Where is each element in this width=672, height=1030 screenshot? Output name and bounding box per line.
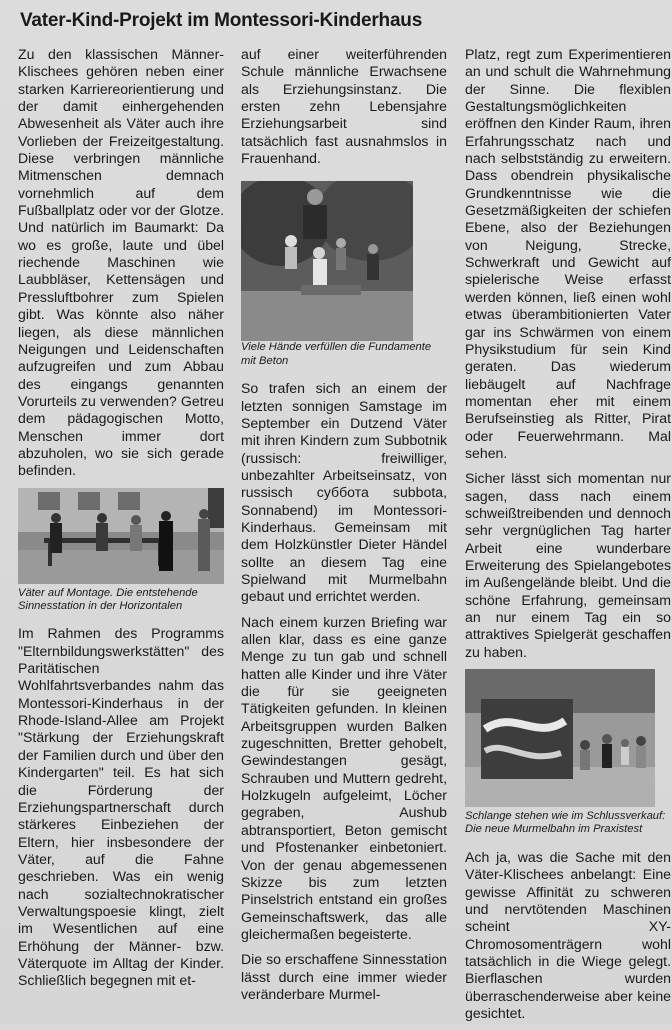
- photo-marble-run: [465, 669, 671, 807]
- column-3: [465, 46, 671, 1030]
- photo-caption: Schlange stehen wie im Schlussverkauf: Die neue Murmelbahn im Praxistest: [465, 810, 666, 836]
- photo-caption: Väter auf Montage. Die entstehende Sinnesstation in der Horizontalen: [18, 586, 198, 612]
- paragraph: auf einer weiterführenden Schule männliche Erwachsene als Erziehungsinstanz. Die ersten zehn Lebensjahre Erziehungsarbeit sind tatsächlich fast ausnahmslos in Frauenhand.: [241, 46, 447, 167]
- column-2: [241, 46, 447, 1011]
- photo-caption: Viele Hände verfüllen die Fundamente mit Beton: [241, 341, 432, 367]
- paragraph: So trafen sich an einem der letzten sonnigen Samstage im September ein Dutzend Väter mit ihren Kindern zum Subbotnik (russisch: freiwilliger, unbezahlter Arbeitseinsatz, von russisch суббота subbota, Sonnabend) im Montessori-Kinderhaus. Gemeinsam mit dem Holzkünstler Dieter Händel sollte an diesem Tag eine Spielwand mit Murmelbahn gebaut und errichtet werden.: [241, 380, 447, 605]
- photo-children-concrete: [241, 181, 447, 341]
- paragraph: Nach einem kurzen Briefing war allen klar, dass es eine ganze Menge zu tun gab und schnell hatten alle Kinder und ihre Väter die für sie geeigneten Tätigkeiten gefunden. In kleinen Arbeitsgruppen wurden Balken zugeschnitten, Bretter gehobelt, Gewindestangen gesägt, Schrauben und Muttern gedreht, Holzkugeln aufgeleimt, Löcher gegraben, Aushub abtransportiert, Beton gemischt und Pfostenanker einbetoniert. Von der genau abgemessenen Skizze bis zum letzten Pinselstrich entstand ein großes Gemeinschaftswerk, das alle gleichermaßen begeisterte.: [241, 613, 447, 942]
- article-title: Vater-Kind-Projekt im Montessori-Kinderhaus: [20, 10, 423, 31]
- photo-fathers-assembling: [18, 488, 224, 584]
- paragraph: Im Rahmen des Programms "Elternbildungswerkstätten" des Paritätischen Wohlfahrtsverbandes nahm das Montessori-Kinderhaus in der Rhode-Island-Allee am Projekt "Stärkung der Erziehungskraft der Familien durch und über den Kindergarten" teil. Es hat sich die Förderung der Erziehungspartnerschaft durch stärkeres Einbeziehen der Eltern, hier insbesondere der Väter, auf die Fahne geschrieben. Was ein wenig nach sozialtechnokratischer Verwaltungspoesie klingt, zielt im Wesentlichen auf eine Erhöhung der Männer- bzw. Väterquote im Alltag der Kinder. Schließlich begegnen mit et-: [18, 625, 224, 989]
- paragraph: Platz, regt zum Experimentieren an und schult die Wahrnehmung der Sinne. Die flexiblen Gestaltungsmöglichkeiten eröffnen den Kinder Raum, ihren Erfahrungsschatz nach und nach selbstständig zu erweitern. Dass obendrein physikalische Grundkenntnisse wie die Gesetzmäßigkeiten der schiefen Ebene, also der Beziehungen von Neigung, Strecke, Schwerkraft und Gewicht auf spielerische Weise erfasst werden können, ließ einen wohl etwas überambitionierten Vater gar ins Schwärmen von einem Physikstudium für sein Kind geraten. Das wiederum liebäugelt auf Nachfrage momentan eher mit einem Berufseinstieg als Ritter, Pirat oder Feuerwehrmann. Mal sehen.: [465, 46, 671, 461]
- paragraph: Ach ja, was die Sache mit den Väter-Klischees anbelangt: Eine gewisse Affinität zu schweren und nervtötenden Maschinen scheint XY-Chromosomenträgern wohl tatsächlich in die Wiege gelegt. Bierflaschen wurden überraschenderweise aber keine gesichtet.: [465, 848, 671, 1021]
- column-1: [18, 46, 224, 998]
- paragraph: Sicher lässt sich momentan nur sagen, dass nach einem schweißtreibenden und dennoch sehr vergnüglichen Tag harter Arbeit eine wunderbare Erweiterung des Spielangebotes im Außengelände bleibt. Und die schöne Erfahrung, gemeinsam an nur einem Tag ein so attraktives Spielgerät geschaffen zu haben.: [465, 470, 671, 660]
- paragraph: Zu den klassischen Männer-Klischees gehören neben einer starken Karriereorientierung und der damit einhergehenden Abwesenheit als Väter auch ihre Vorlieben der Freizeitgestaltung. Diese verbringen männliche Mitmenschen demnach vornehmlich auf dem Fußballplatz oder vor der Glotze. Und natürlich im Baumarkt: Da wo es große, laute und übel riechende Maschinen wie Laubbläser, Kettensägen und Pressluftbohrer zum Spielen gibt. Was könnte also näher liegen, als diese männlichen Neigungen und Leidenschaften aufzugreifen und zum Abbau des eingangs genannten Vorurteils zu verwenden? Getreu dem pädagogischen Motto, Menschen immer dort abzuholen, wo sie sich gerade befinden.: [18, 46, 224, 479]
- paragraph: Die so erschaffene Sinnesstation lässt durch eine immer wieder veränderbare Murmel-: [241, 951, 447, 1002]
